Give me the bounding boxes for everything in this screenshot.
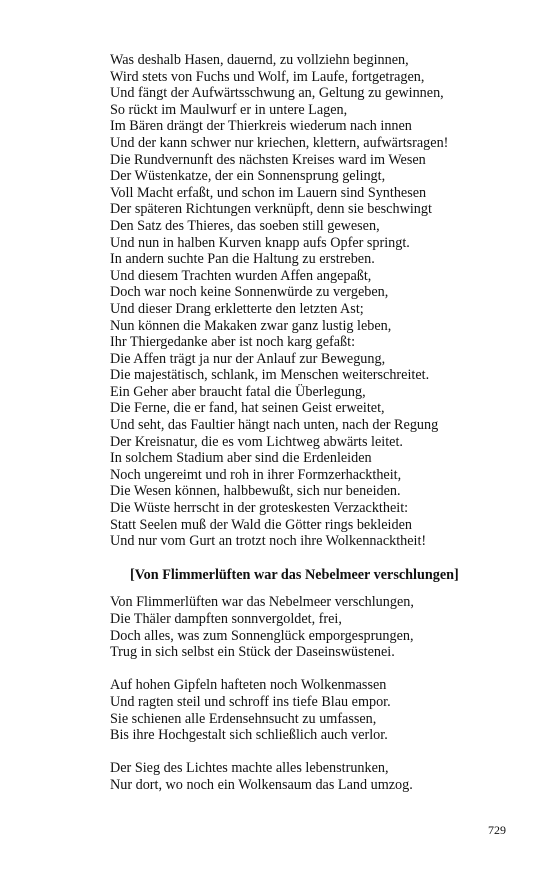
poem-line: Nun können die Makaken zwar ganz lustig leben,: [110, 317, 392, 334]
stanza-2: [110, 677, 510, 743]
poem-line: Die Wüste herrscht in der groteskesten Verzacktheit:: [110, 500, 409, 517]
poem-line: Und nun in halben Kurven knapp aufs Opfer springt.: [110, 234, 410, 251]
poem-line: Und ragten steil und schroff ins tiefe Blau empor.: [110, 693, 391, 710]
poem-line: Und dieser Drang erkletterte den letzten Ast;: [110, 300, 364, 317]
poem-line: Ihr Thiergedanke aber ist noch karg gefaßt:: [110, 334, 356, 351]
text-column: [110, 52, 510, 794]
poem-line: Und nur vom Gurt an trotzt noch ihre Wolkennacktheit!: [110, 533, 427, 550]
poem-line: Wird stets von Fuchs und Wolf, im Laufe, fortgetragen,: [110, 68, 425, 85]
poem-line: Von Flimmerlüften war das Nebelmeer verschlungen,: [110, 594, 414, 611]
poem-line: Und diesem Trachten wurden Affen angepaßt,: [110, 267, 372, 284]
poem-line: Noch ungereimt und roh in ihrer Formzerhacktheit,: [110, 466, 402, 483]
poem-line: Doch alles, was zum Sonnenglück emporgesprungen,: [110, 627, 414, 644]
stanza-3: [110, 760, 510, 793]
poem-1: [110, 52, 510, 550]
poem-line: So rückt im Maulwurf er in untere Lagen,: [110, 101, 348, 118]
page-number: 729: [488, 823, 506, 837]
poem-line: Sie schienen alle Erdensehnsucht zu umfassen,: [110, 710, 377, 727]
poem-line: Die Rundvernunft des nächsten Kreises ward im Wesen: [110, 151, 426, 168]
poem-line: Der späteren Richtungen verknüpft, denn sie beschwingt: [110, 201, 432, 218]
poem-line: Was deshalb Hasen, dauernd, zu vollziehn beginnen,: [110, 52, 409, 68]
poem-line: Trug in sich selbst ein Stück der Daseinswüstenei.: [110, 644, 395, 661]
poem-line: Der Sieg des Lichtes machte alles lebenstrunken,: [110, 760, 389, 777]
poem-line: Die Thäler dampften sonnvergoldet, frei,: [110, 611, 342, 627]
poem-title: [Von Flimmerlüften war das Nebelmeer verschlungen]: [130, 567, 459, 584]
poem-line: Der Wüstenkatze, der ein Sonnensprung gelingt,: [110, 168, 386, 185]
poem-line: Doch war noch keine Sonnenwürde zu vergeben,: [110, 284, 389, 301]
poem-line: Den Satz des Thieres, das soeben still gewesen,: [110, 217, 380, 234]
stanza-1: [110, 594, 510, 660]
poem-line: Auf hohen Gipfeln hafteten noch Wolkenmassen: [110, 677, 387, 694]
poem-line: Die Affen trägt ja nur der Anlauf zur Bewegung,: [110, 350, 386, 367]
poem-line: Die Wesen können, halbbewußt, sich nur beneiden.: [110, 483, 401, 500]
poem-line: Nur dort, wo noch ein Wolkensaum das Land umzog.: [110, 776, 413, 793]
poem-line: Und seht, das Faultier hängt nach unten, nach der Regung: [110, 417, 439, 434]
poem-line: Der Kreisnatur, die es vom Lichtweg abwärts leitet.: [110, 433, 403, 450]
poem-line: Statt Seelen muß der Wald die Götter rings bekleiden: [110, 516, 412, 533]
poem-line: Bis ihre Hochgestalt sich schließlich auch verlor.: [110, 727, 388, 744]
poem-line: Voll Macht erfaßt, und schon im Lauern sind Synthesen: [110, 184, 427, 201]
poem-line: Die Ferne, die er fand, hat seinen Geist erweitet,: [110, 400, 385, 417]
poem-line: In solchem Stadium aber sind die Erdenleiden: [110, 450, 372, 467]
poem-line: Und der kann schwer nur kriechen, klettern, aufwärtsragen!: [110, 134, 449, 151]
poem-line: Ein Geher aber braucht fatal die Überlegung,: [110, 383, 366, 400]
poem-line: In andern suchte Pan die Haltung zu erstreben.: [110, 251, 375, 268]
poem-line: Die majestätisch, schlank, im Menschen weiterschreitet.: [110, 367, 430, 384]
poem-line: Und fängt der Aufwärtsschwung an, Geltung zu gewinnen,: [110, 85, 444, 102]
poem-line: Im Bären drängt der Thierkreis wiederum nach innen: [110, 118, 412, 135]
